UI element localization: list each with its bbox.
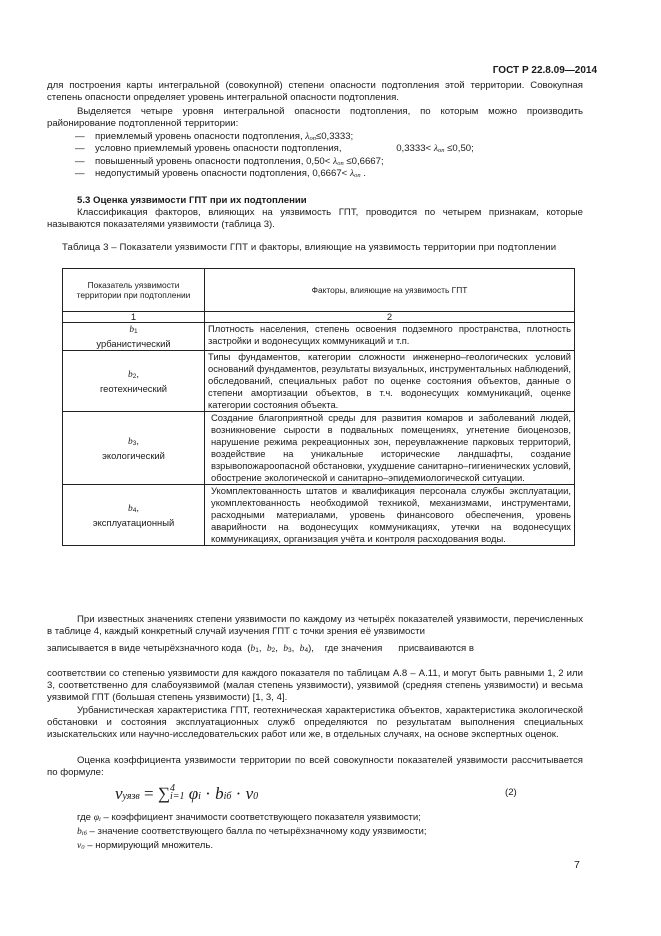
table-row: b4, эксплуатационный Укомплектованность штатов и квалификация персонала службы эксплуатации, укомплектованность необходимой техникой, механизмами, инструментами, расходными материалами, уровень финансового обеспечения, уровень аварийности на водонесущих коммуникациях, утечки на водонесущих коммуникациях, организация учёта и контроля расходования воды.	[63, 485, 575, 546]
level-item: — приемлемый уровень опасности подтопления, λоп≤0,3333;	[75, 131, 354, 142]
paragraph-4-code-line: записывается в виде четырёхзначного кода (b1, b2, b3, b4), где значения присваиваются в	[47, 643, 475, 654]
table-caption: Таблица 3 – Показатели уязвимости ГПТ и факторы, влияющие на уязвимость территории при подтоплении	[62, 242, 557, 253]
vulnerability-table	[62, 268, 575, 546]
where-list	[77, 812, 427, 854]
table-row: b2, геотехнический Типы фундаментов, категории сложности инженерно–геологических условий оснований фундаментов, результаты визуальных, инструментальных наблюдений, обследований, специальных работ по оценке состояния объектов, данные о степени амортизации объектов, в т.ч. водонесущих коммуникаций, оценке категории состояния объекта.	[63, 351, 575, 412]
section-title: 5.3 Оценка уязвимости ГПТ при их подтоплении	[77, 195, 307, 206]
paragraph-1: для построения карты интегральной (совокупной) степени опасности подтопления этой территории. Совокупная степень опасности определяет уровень интегральной опасности подтопления.	[47, 80, 583, 103]
level-item: — недопустимый уровень опасности подтопления, 0,6667< λоп .	[75, 168, 366, 180]
table-header-col1: Показатель уязвимости территории при подтоплении	[63, 269, 205, 312]
document-header: ГОСТ Р 22.8.09—2014	[492, 65, 597, 76]
where-item: ν0 – нормирующий множитель.	[77, 839, 214, 851]
where-item: biб – значение соответствующего балла по четырёхзначному коду уязвимости;	[77, 825, 427, 837]
table-row: b1 урбанистический Плотность населения, степень освоения подземного пространства, плотность застройки и водонесущих коммуникаций и т.п.	[63, 323, 575, 351]
table-header-col2: Факторы, влияющие на уязвимость ГПТ	[205, 269, 575, 312]
levels-list	[75, 131, 585, 181]
formula-2: νуязв = ∑ 4 i=1 φi · biб · ν0	[115, 783, 259, 803]
level-item: — повышенный уровень опасности подтопления, 0,50< λоп ≤0,6667;	[75, 155, 384, 167]
table-header-row	[63, 269, 575, 312]
paragraph-6: Урбанистическая характеристика ГПТ, геотехническая характеристика объектов, характеристика экологической обстановки и состояния эксплуатационных служб определяются по результатам выполнения специальных изыскательских или научно-исследовательских работ или же, в отдельных случаях, на основе экспертных оценок.	[47, 705, 583, 740]
table-row: b3, экологический Создание благоприятной среды для развития комаров и заболеваний людей, возникновение сырости в подвальных помещениях, угнетение биоценозов, нарушение режима рекреационных зон, переувлажнение парковых территорий, воздействие на уникальные исторические ландшафты, создание взрывопожароопасной обстановки, ухудшение санитарно–гигиенических условий, обострение экологической и санитарно–эпидемиологической ситуации.	[63, 412, 575, 485]
paragraph-7: Оценка коэффициента уязвимости территории по всей совокупности показателей уязвимости рассчитывается по формуле:	[47, 755, 583, 778]
paragraph-2: Выделяется четыре уровня интегральной опасности подтопления, по которым можно производить районирование подтопленной территории:	[47, 106, 583, 129]
paragraph-5: соответствии со степенью уязвимости для каждого показателя по таблицам А.8 – А.11, и могут быть равными 1, 2 или 3, соответственно для слабоуязвимой (малая степень уязвимости), уязвимой (средняя степень уязвимости) и весьма уязвимой ГПТ (большая степень уязвимости) [1, 3, 4].	[47, 668, 583, 703]
paragraph-4: При известных значениях степени уязвимости по каждому из четырёх показателей уязвимости, перечисленных в таблице 4, каждый конкретный случай изучения ГПТ с точки зрения её уязвимости	[47, 614, 583, 637]
formula-number: (2)	[505, 787, 517, 798]
where-item: где φi – коэффициент значимости соответствующего показателя уязвимости;	[77, 812, 421, 823]
page-number: 7	[574, 859, 580, 871]
table-number-row: 1 2	[63, 312, 575, 323]
level-item: — условно приемлемый уровень опасности подтопления, 0,3333< λоп ≤0,50;	[75, 143, 474, 155]
paragraph-3: Классификация факторов, влияющих на уязвимость ГПТ, проводится по четырем признакам, которые называются показателями уязвимости (таблица 3).	[47, 207, 583, 230]
